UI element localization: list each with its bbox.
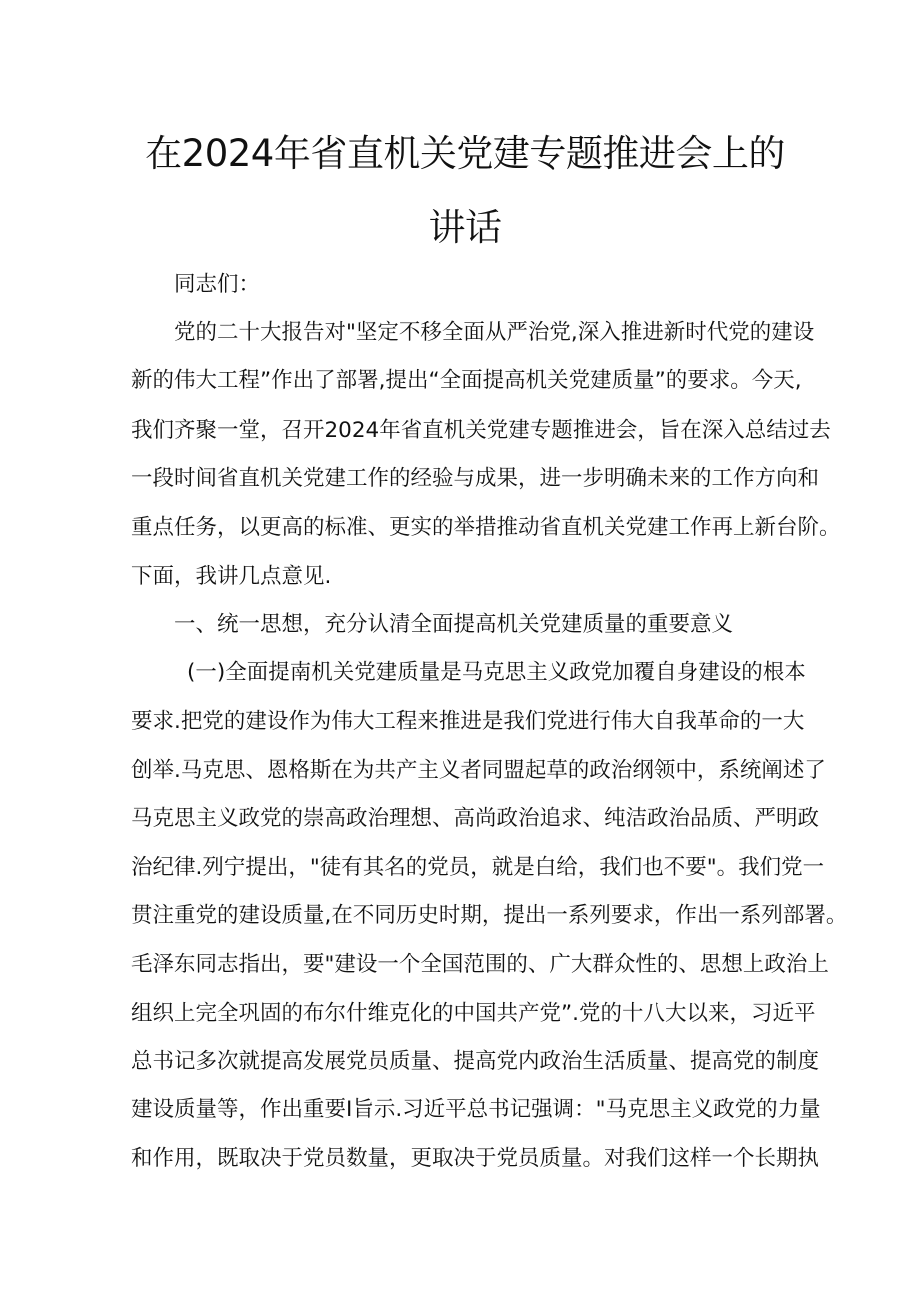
title-line-1: 在2024年省直机关党建专题推进会上的 [145,132,785,175]
body-line: 总书记多次就提高发展党员质量、提高党内政治生活质量、提高党的制度 [131,1049,820,1074]
body-line: 下面，我讲几点意见. [131,564,332,589]
body-line: 贯注重党的建设质量,在不同历史时期，提出一系列要求，作出一系列部署。 [131,903,848,928]
body-line: 我们齐聚一堂，召开2024年省直机关党建专题推进会，旨在深入总结过去 [131,418,831,443]
body-line: 要求.把党的建设作为伟大工程来推进是我们党进行伟大自我革命的一大 [131,709,805,734]
body-line: 一段时间省直机关党建工作的经验与成果，进一步明确未来的工作方向和 [131,466,820,491]
body-line: 组织上完全巩固的布尔什维克化的中国共产党”.党的十八大以来，习近平 [131,1001,816,1026]
body-line: 重点任务，以更高的标准、更实的举措推动省直机关党建工作再上新台阶。 [131,515,841,540]
body-line: 马克思主义政党的崇高政治理想、高尚政治追求、纯洁政治品质、严明政 [131,806,820,831]
body-line: 建设质量等，作出重要I旨示.习近平总书记强调："马克思主义政党的力量 [131,1097,821,1122]
body-line: 毛泽东同志指出，要"建设一个全国范围的、广大群众性的、思想上政治上 [131,952,829,977]
body-line: 创举.马克思、恩格斯在为共产主义者同盟起草的政治纲领中，系统阐述了 [131,758,826,783]
body-line: 和作用，既取决于党员数量，更取决于党员质量。对我们这样一个长期执 [131,1146,820,1171]
section-heading: 一、统一思想，充分认清全面提高机关党建质量的重要意义 [174,612,734,637]
body-line: 党的二十大报告对"坚定不移全面从严治党,深入推进新时代党的建设 [174,320,815,345]
body-line: 新的伟大工程”作出了部署,提出“全面提高机关党建质量”的要求。今天, [131,368,802,393]
subsection-heading: (一)全面提南机关党建质量是马克思主义政党加覆自身建设的根本 [187,660,806,685]
title-line-2: 讲话 [428,206,502,249]
salutation: 同志们： [174,272,261,297]
body-line: 治纪律.列宁提出，"徒有其名的党员，就是白给，我们也不要"。我们党一 [131,855,825,880]
